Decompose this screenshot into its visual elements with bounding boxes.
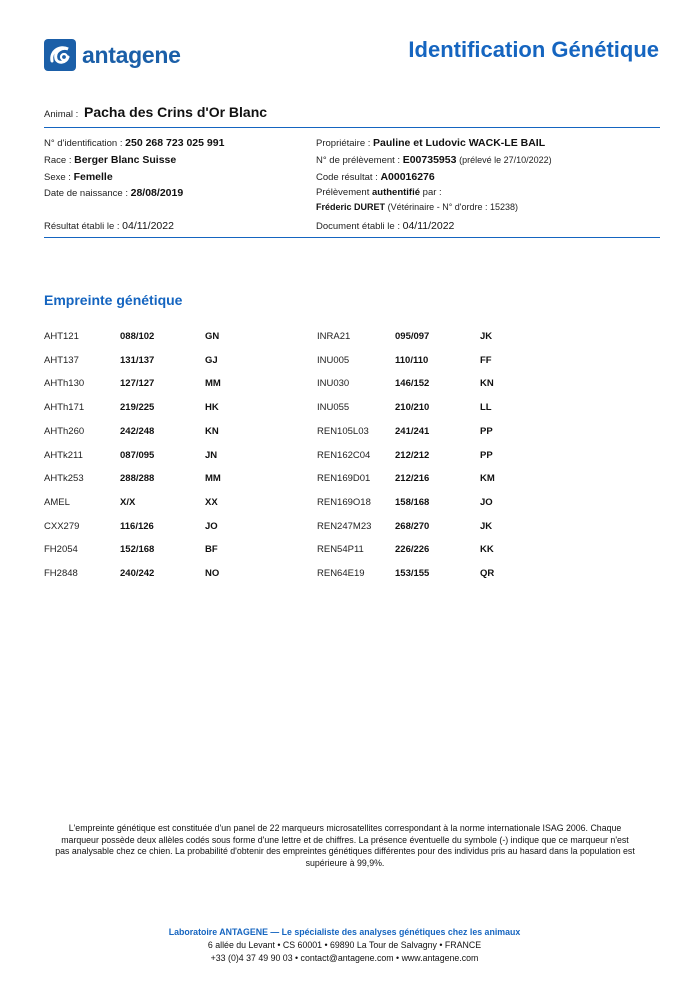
auth-row: [316, 187, 442, 198]
marker-marker: REN54P11: [317, 544, 364, 555]
marker-value: 152/168: [120, 544, 155, 555]
marker-code: FF: [480, 355, 492, 366]
marker-code: MM: [205, 378, 221, 389]
marker-code: KK: [480, 544, 494, 555]
marker-value: 127/127: [120, 378, 155, 389]
info-divider: [44, 237, 660, 238]
marker-code: GN: [205, 331, 220, 342]
marker-value: 212/216: [395, 473, 430, 484]
code-value: A00016276: [380, 171, 435, 183]
owner-label: Propriétaire :: [316, 138, 371, 149]
marker-marker: INU005: [317, 355, 350, 366]
footer-address: 6 allée du Levant • CS 60001 • 69890 La Tour de Salvagny • FRANCE: [207, 940, 482, 950]
marker-code: NO: [205, 568, 220, 579]
auth-suffix: par :: [420, 187, 442, 198]
marker-marker: AHTk253: [44, 473, 84, 484]
footer-title: Laboratoire ANTAGENE — Le spécialiste des analyses génétiques chez les animaux: [168, 927, 521, 937]
marker-marker: CXX279: [44, 521, 80, 532]
marker-code: XX: [205, 497, 218, 508]
vet-name: Fréderic DURET: [316, 202, 386, 212]
marker-value: 241/241: [395, 426, 430, 437]
marker-code: MM: [205, 473, 221, 484]
race-row: [44, 154, 176, 166]
result-date: 04/11/2022: [122, 220, 174, 232]
sexe-label: Sexe :: [44, 172, 71, 183]
marker-value: 146/152: [395, 378, 430, 389]
result-row: [44, 220, 174, 232]
vet-note: (Vétérinaire - N° d'ordre : 15238): [387, 202, 519, 212]
marker-marker: AHTh130: [44, 378, 85, 389]
marker-value: 088/102: [120, 331, 155, 342]
marker-marker: INRA21: [317, 331, 351, 342]
marker-marker: REN64E19: [317, 568, 365, 579]
animal-name: Pacha des Crins d'Or Blanc: [84, 104, 268, 120]
id-label: N° d'identification :: [44, 138, 123, 149]
race-label: Race :: [44, 155, 72, 166]
explanatory-note: L'empreinte génétique est constituée d'un panel de 22 marqueurs microsatellites correspondant à la norme internationale ISAG 2006. Chaque marqueur possède deux allèles codés sous forme d'une lettre et de chiffres. La présence éventuelle du symbole (-) indique que ce marqueur n'est pas analysable chez ce chien. La probabilité d'obtenir des empreintes génétiques différentes pour des individus pris au hasard dans la population est supérieure à 99,9%.: [55, 823, 635, 868]
marker-marker: FH2054: [44, 544, 78, 555]
marker-marker: AHTh260: [44, 426, 85, 437]
marker-value: 268/270: [395, 521, 430, 532]
birth-value: 28/08/2019: [130, 187, 184, 199]
marker-marker: REN162C04: [317, 450, 371, 461]
marker-value: 087/095: [120, 450, 155, 461]
animal-label: Animal :: [44, 109, 79, 120]
marker-code: KM: [480, 473, 495, 484]
sample-date-note: (prélevé le 27/10/2022): [459, 155, 552, 165]
marker-marker: AHTk211: [44, 450, 83, 461]
vet-row: [316, 202, 518, 213]
owner-row: [316, 137, 545, 149]
marker-code: HK: [205, 402, 219, 413]
doc-date-row: [316, 220, 454, 232]
top-divider: [44, 127, 660, 128]
antagene-logo-icon: [44, 39, 76, 71]
doc-date: 04/11/2022: [402, 220, 455, 232]
doc-label: Document établi le :: [316, 221, 400, 232]
sexe-value: Femelle: [73, 171, 113, 183]
birth-row: [44, 187, 183, 199]
logo-text: antagene: [82, 42, 181, 68]
marker-value: 131/137: [120, 355, 155, 366]
marker-code: LL: [480, 402, 492, 413]
sexe-row: [44, 171, 113, 183]
marker-value: 158/168: [395, 497, 430, 508]
marker-code: JK: [480, 521, 493, 532]
section-title: Empreinte génétique: [44, 292, 183, 308]
id-row: [44, 137, 224, 149]
marker-value: 288/288: [120, 473, 155, 484]
marker-marker: AMEL: [44, 497, 70, 508]
marker-marker: FH2848: [44, 568, 78, 579]
marker-marker: REN105L03: [317, 426, 369, 437]
id-value: 250 268 723 025 991: [125, 137, 225, 149]
marker-value: 242/248: [120, 426, 155, 437]
race-value: Berger Blanc Suisse: [74, 154, 177, 166]
birth-label: Date de naissance :: [44, 188, 128, 199]
marker-code: PP: [480, 450, 493, 461]
code-label: Code résultat :: [316, 172, 378, 183]
marker-code: PP: [480, 426, 493, 437]
marker-code: QR: [480, 568, 495, 579]
marker-value: 095/097: [395, 331, 430, 342]
marker-value: 210/210: [395, 402, 430, 413]
marker-value: 212/212: [395, 450, 430, 461]
marker-value: X/X: [120, 497, 136, 508]
marker-marker: INU030: [317, 378, 350, 389]
auth-prefix: Prélèvement: [316, 187, 372, 198]
marker-value: 226/226: [395, 544, 430, 555]
marker-code: JN: [205, 450, 218, 461]
marker-value: 116/126: [120, 521, 154, 532]
marker-marker: REN169O18: [317, 497, 371, 508]
sample-label: N° de prélèvement :: [316, 155, 401, 166]
page-title: Identification Génétique: [408, 37, 659, 62]
auth-bold: authentifié: [371, 187, 421, 198]
code-row: [316, 171, 435, 183]
sample-value: E00735953: [402, 154, 457, 166]
marker-value: 153/155: [395, 568, 430, 579]
marker-value: 240/242: [120, 568, 155, 579]
marker-marker: AHT121: [44, 331, 79, 342]
marker-code: JO: [205, 521, 218, 532]
owner-value: Pauline et Ludovic WACK-LE BAIL: [373, 137, 546, 149]
marker-value: 110/110: [395, 355, 429, 366]
marker-code: BF: [205, 544, 218, 555]
marker-marker: AHTh171: [44, 402, 85, 413]
footer-contact: +33 (0)4 37 49 90 03 • contact@antagene.com • www.antagene.com: [210, 953, 479, 963]
marker-marker: INU055: [317, 402, 350, 413]
marker-code: GJ: [205, 355, 218, 366]
marker-marker: REN247M23: [317, 521, 372, 532]
marker-code: KN: [480, 378, 494, 389]
marker-marker: AHT137: [44, 355, 79, 366]
marker-value: 219/225: [120, 402, 155, 413]
marker-code: JK: [480, 331, 493, 342]
marker-code: JO: [480, 497, 493, 508]
marker-marker: REN169D01: [317, 473, 371, 484]
marker-code: KN: [205, 426, 219, 437]
sample-row: [316, 154, 552, 166]
result-label: Résultat établi le :: [44, 221, 120, 232]
